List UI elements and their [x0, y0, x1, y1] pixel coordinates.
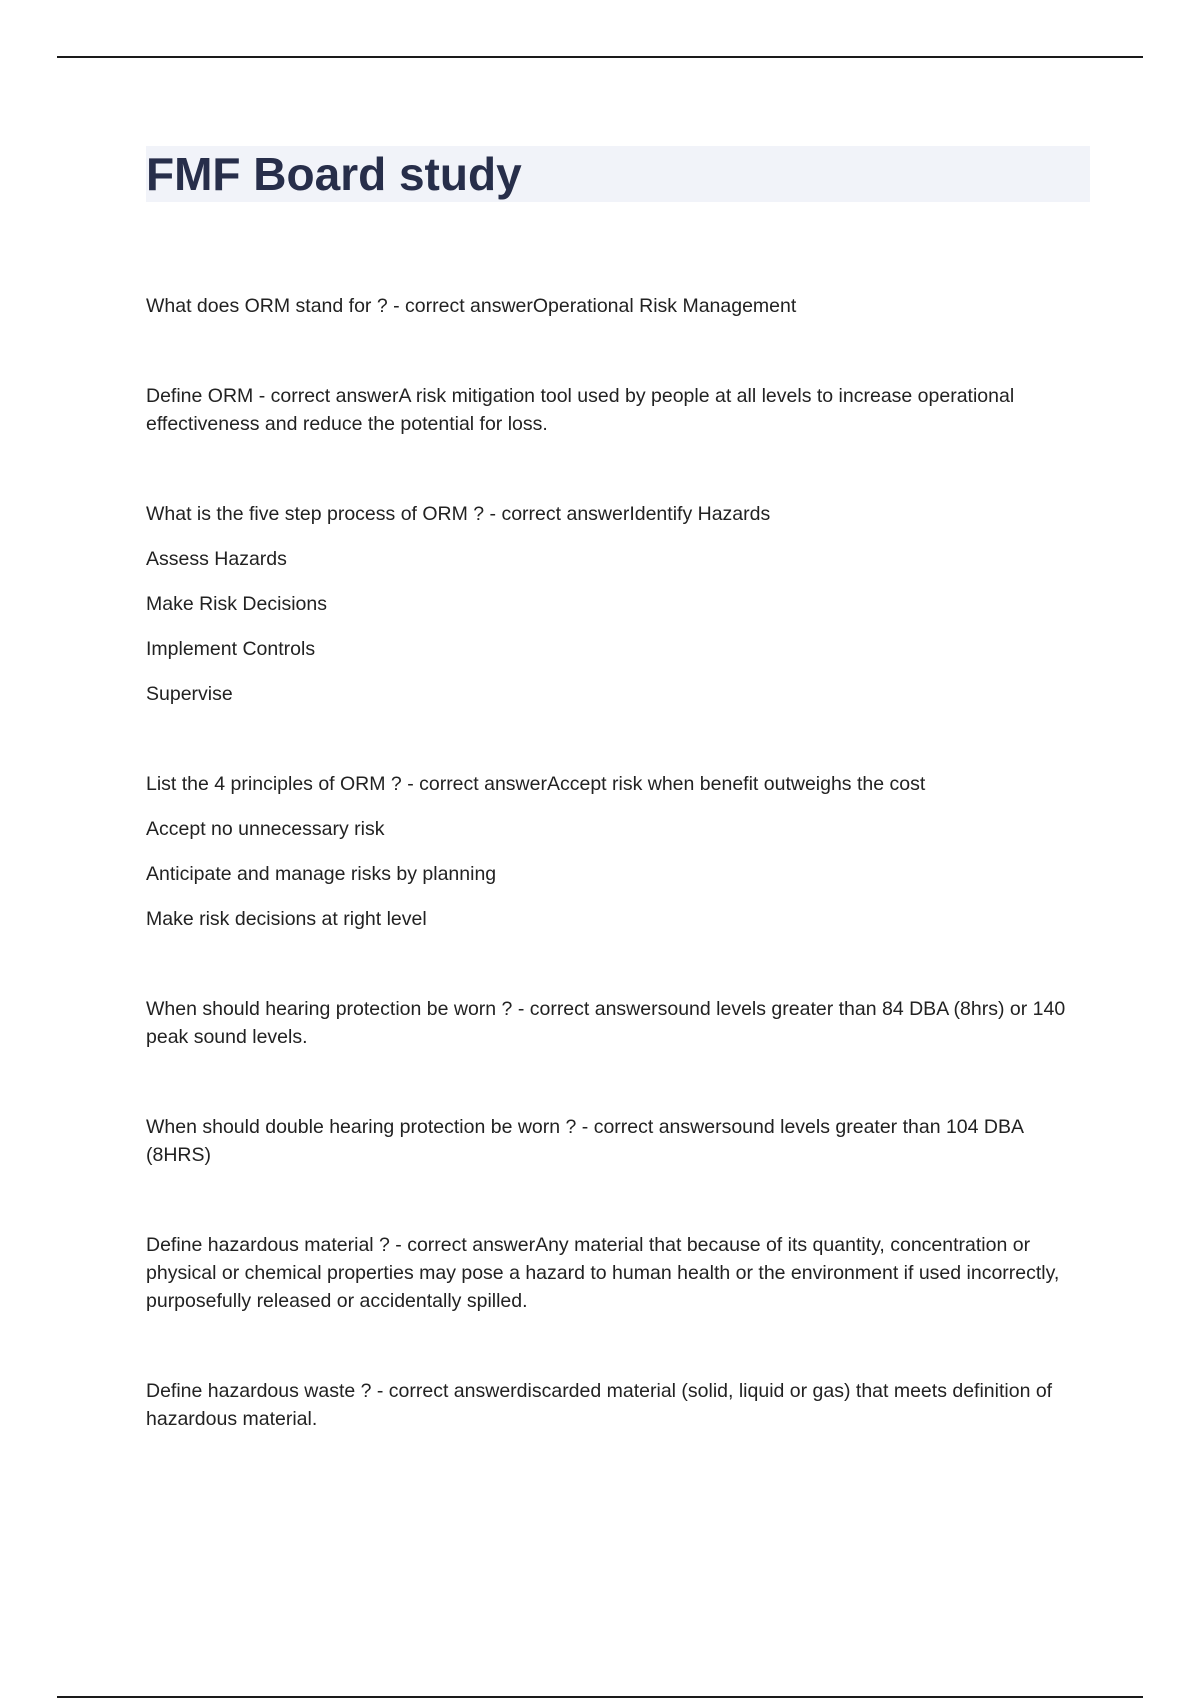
qa-entry-hazardous-waste: [146, 1377, 1090, 1433]
qa-entry-five-step-process: [146, 500, 1090, 708]
qa-extra-line: Make Risk Decisions: [146, 593, 327, 615]
qa-text: What does ORM stand for ? - correct answerOperational Risk Management: [146, 295, 797, 317]
top-rule: [57, 56, 1143, 58]
qa-entry-double-hearing-protection: [146, 1113, 1090, 1169]
qa-extra-line: Supervise: [146, 683, 233, 705]
qa-text: Define hazardous material ? - correct answerAny material that because of its quantity, concentration or physical or chemical properties may pose a hazard to human health or the environment if used incorrectly, purposefully released or accidentally spilled.: [146, 1234, 1060, 1312]
document-body: [146, 146, 1090, 1495]
qa-entry-define-orm: [146, 382, 1090, 438]
bottom-rule: [57, 1696, 1143, 1698]
document-title: FMF Board study: [146, 148, 522, 200]
qa-list: [146, 292, 1090, 1433]
qa-extra-line: Make risk decisions at right level: [146, 908, 427, 930]
qa-text: List the 4 principles of ORM ? - correct answerAccept risk when benefit outweighs the cost: [146, 773, 926, 795]
qa-extra-line: Assess Hazards: [146, 548, 287, 570]
qa-text: Define ORM - correct answerA risk mitigation tool used by people at all levels to increase operational effectiveness and reduce the potential for loss.: [146, 385, 1015, 435]
qa-entry-orm-acronym: [146, 292, 1090, 320]
qa-text: What is the five step process of ORM ? - correct answerIdentify Hazards: [146, 503, 771, 525]
qa-extra-line: Accept no unnecessary risk: [146, 818, 385, 840]
qa-extra-line: Anticipate and manage risks by planning: [146, 863, 497, 885]
qa-entry-four-principles: [146, 770, 1090, 933]
qa-text: When should hearing protection be worn ? - correct answersound levels greater than 84 DBA (8hrs) or 140 peak sound levels.: [146, 998, 1066, 1048]
qa-text: Define hazardous waste ? - correct answerdiscarded material (solid, liquid or gas) that meets definition of hazardous material.: [146, 1380, 1053, 1430]
qa-entry-hearing-protection: [146, 995, 1090, 1051]
title-band: [146, 146, 1090, 202]
qa-entry-hazardous-material: [146, 1231, 1090, 1315]
qa-extra-line: Implement Controls: [146, 638, 316, 660]
qa-text: When should double hearing protection be worn ? - correct answersound levels greater than 104 DBA (8HRS): [146, 1116, 1023, 1166]
